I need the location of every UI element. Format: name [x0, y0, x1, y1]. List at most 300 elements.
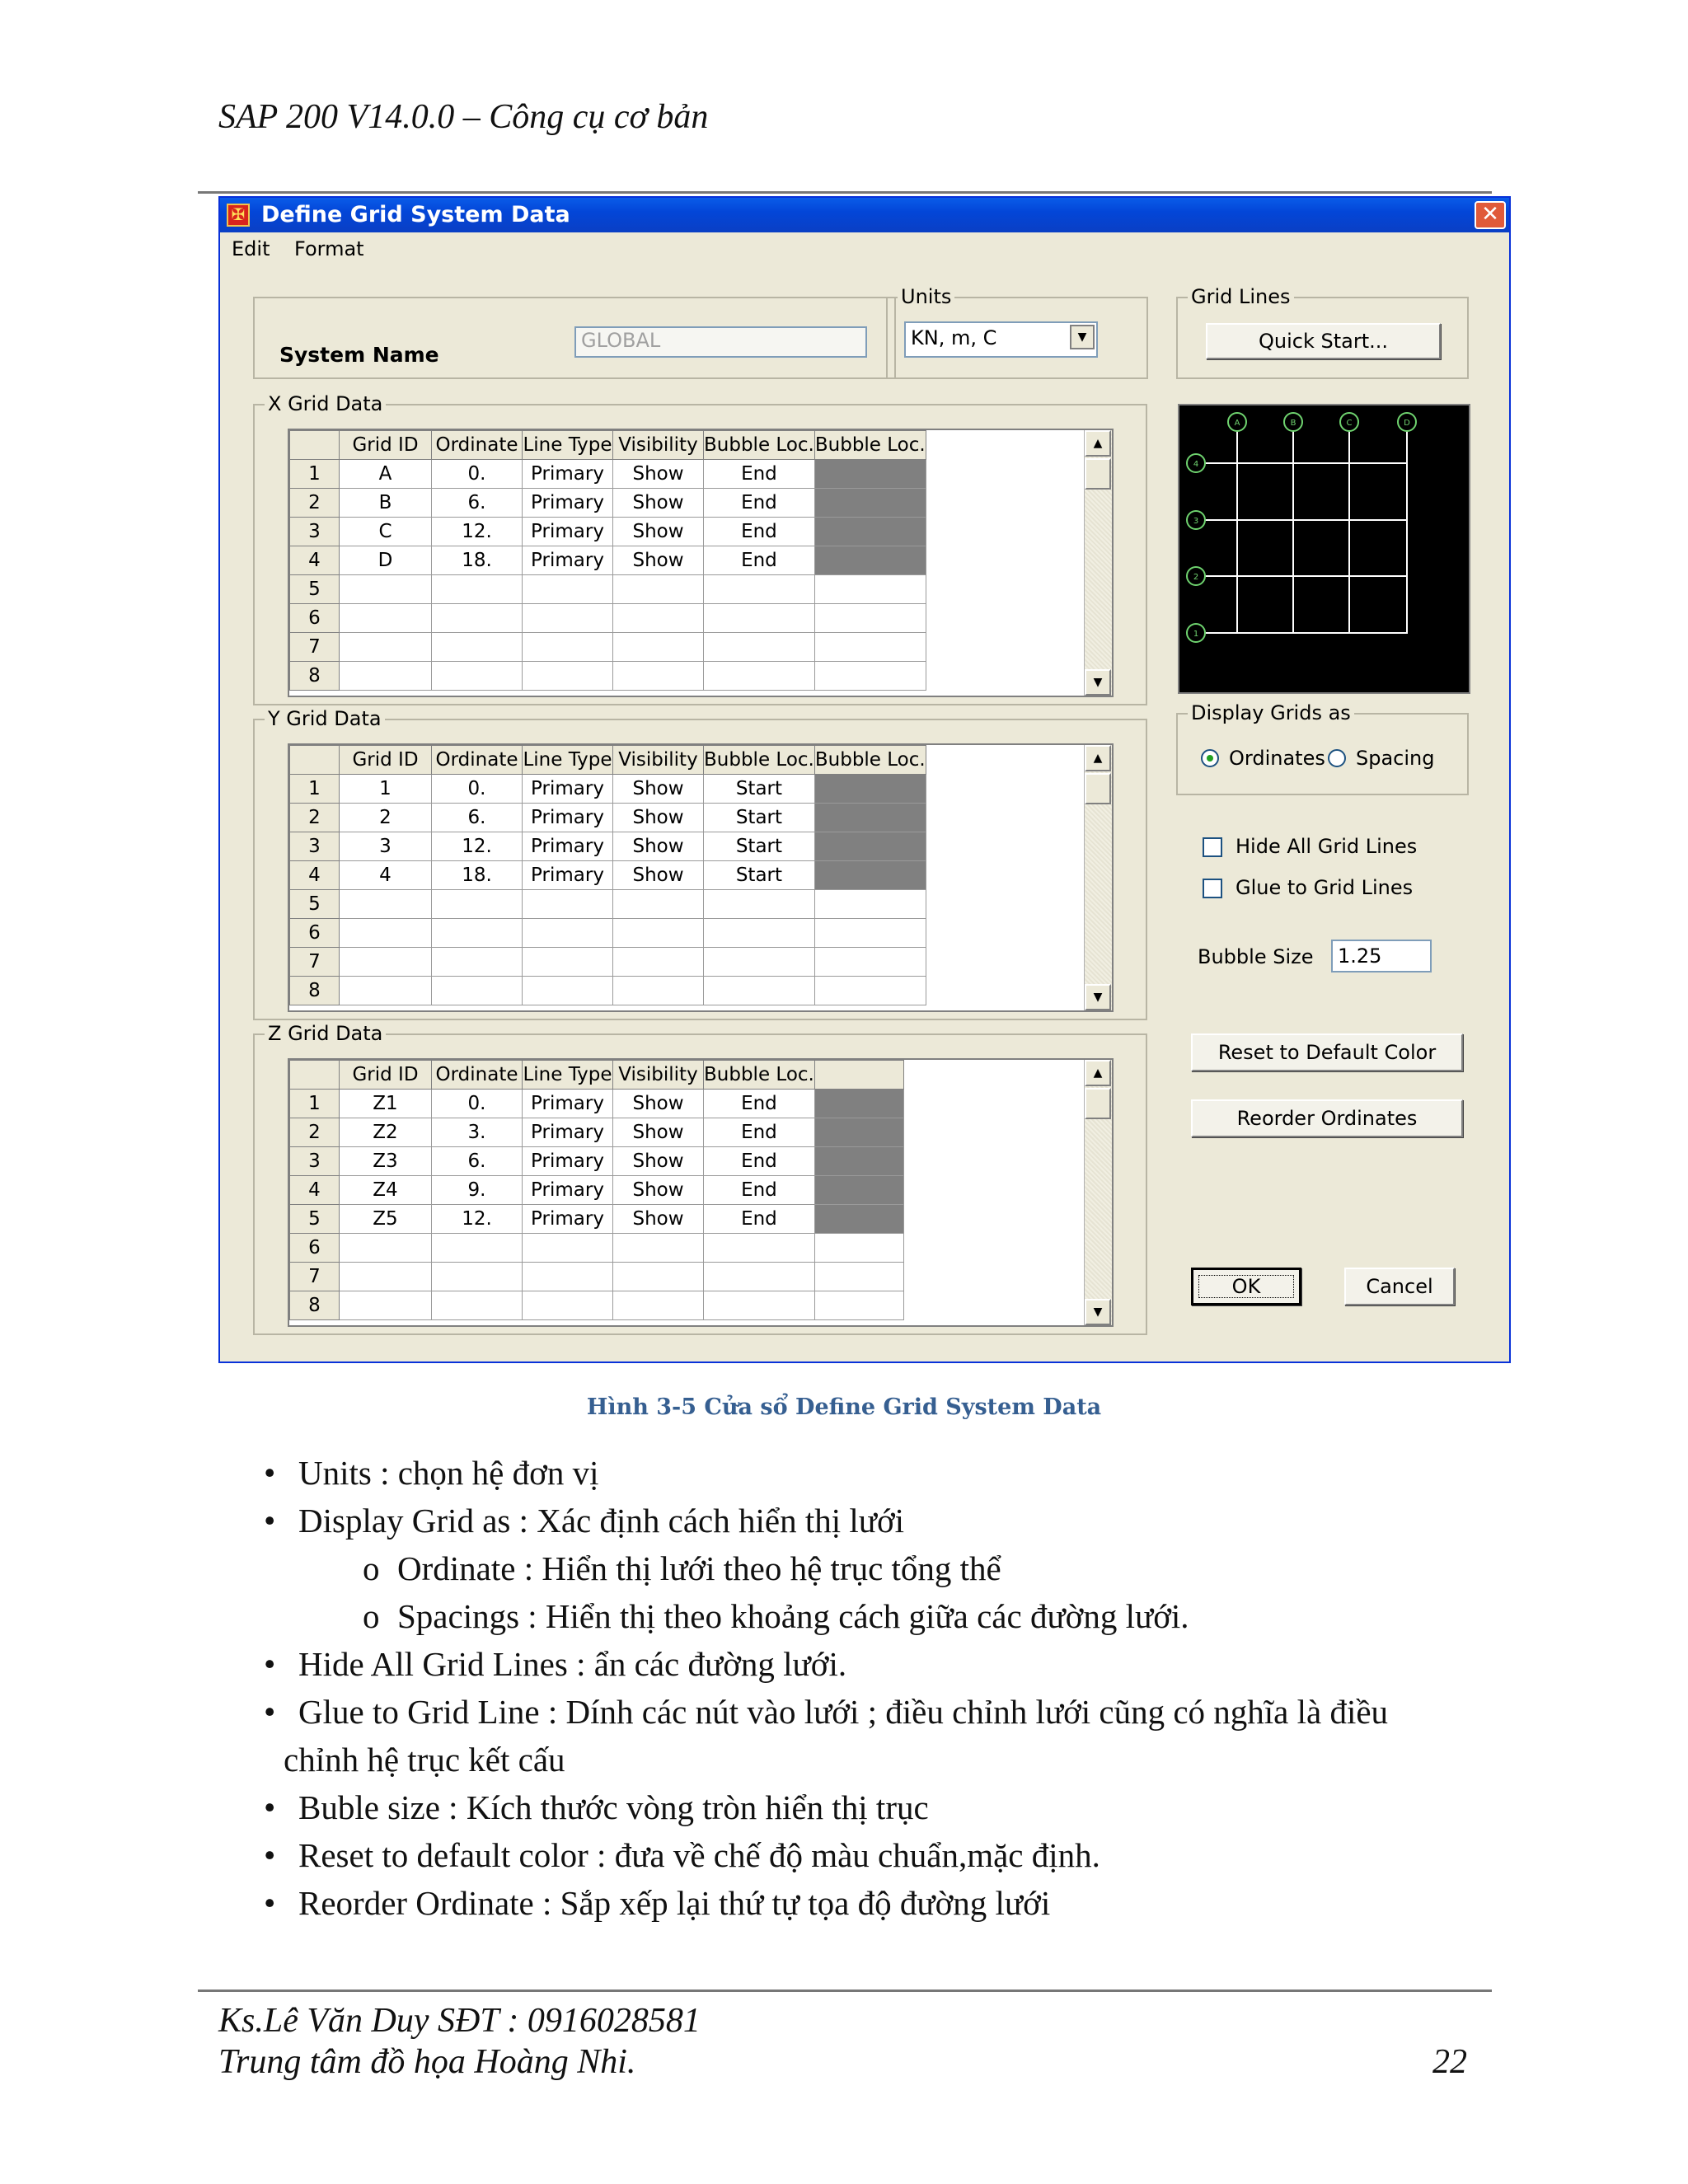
table-cell[interactable]	[814, 948, 926, 977]
table-cell[interactable]: 6.	[432, 1147, 523, 1176]
dialog-titlebar[interactable]	[220, 198, 1509, 232]
table-cell[interactable]	[523, 890, 613, 919]
table-cell[interactable]: B	[340, 489, 432, 518]
table-cell[interactable]	[704, 1234, 815, 1263]
column-header[interactable]: Ordinate	[432, 431, 523, 460]
grid-lines-group	[1176, 285, 1469, 379]
chevron-down-icon[interactable]: ▼	[1070, 325, 1095, 349]
column-header[interactable]: Ordinate	[432, 746, 523, 775]
close-button[interactable]	[1475, 201, 1506, 229]
table-row[interactable]	[290, 1234, 904, 1263]
table-cell[interactable]: D	[340, 546, 432, 575]
table-cell[interactable]	[814, 890, 926, 919]
table-cell[interactable]: Z1	[340, 1090, 432, 1118]
column-header[interactable]: Bubble Loc.	[704, 746, 815, 775]
table-cell[interactable]: 2	[340, 804, 432, 832]
table-cell[interactable]	[613, 977, 704, 1005]
column-header[interactable]: Line Type	[523, 431, 613, 460]
table-cell[interactable]	[523, 977, 613, 1005]
table-cell[interactable]	[814, 575, 926, 604]
z-grid-table[interactable]	[288, 1058, 1114, 1327]
column-header[interactable]: Visibility	[613, 746, 704, 775]
table-cell[interactable]	[704, 575, 815, 604]
app-icon: ✠	[227, 204, 250, 227]
table-cell[interactable]: Primary	[523, 861, 613, 890]
reset-color-button[interactable]: Reset to Default Color	[1191, 1033, 1463, 1071]
bullet-text: Buble size : Kích thước vòng tròn hiển thị trục	[298, 1788, 929, 1826]
table-cell[interactable]: Show	[613, 1090, 704, 1118]
table-cell[interactable]: Primary	[523, 1205, 613, 1234]
row-number[interactable]: 2	[290, 804, 340, 832]
table-cell[interactable]	[814, 977, 926, 1005]
table-cell[interactable]	[704, 977, 815, 1005]
bullet-marker: •	[264, 1454, 276, 1492]
table-row[interactable]	[290, 919, 926, 948]
table-cell[interactable]	[613, 919, 704, 948]
table-cell[interactable]: Primary	[523, 1176, 613, 1205]
table-row[interactable]	[290, 546, 926, 575]
table-row[interactable]	[290, 604, 926, 633]
table-cell[interactable]	[814, 662, 926, 691]
table-cell[interactable]	[704, 662, 815, 691]
table-cell[interactable]: 18.	[432, 861, 523, 890]
scroll-up-icon[interactable]: ▲	[1085, 430, 1111, 457]
cancel-button[interactable]: Cancel	[1344, 1268, 1455, 1305]
table-row[interactable]	[290, 948, 926, 977]
table-cell[interactable]: Primary	[523, 489, 613, 518]
row-number[interactable]: 3	[290, 832, 340, 861]
table-cell[interactable]	[432, 662, 523, 691]
table-cell[interactable]	[704, 1263, 815, 1291]
table-cell[interactable]: Primary	[523, 546, 613, 575]
row-number[interactable]: 7	[290, 948, 340, 977]
table-cell[interactable]: Z3	[340, 1147, 432, 1176]
display-grids-label: Display Grids as	[1188, 701, 1354, 724]
row-number[interactable]: 5	[290, 575, 340, 604]
table-cell[interactable]: Show	[613, 460, 704, 489]
table-cell[interactable]: Primary	[523, 1118, 613, 1147]
grid-lines-label: Grid Lines	[1188, 285, 1294, 308]
grid-preview-drawing	[1179, 405, 1469, 692]
row-number[interactable]: 8	[290, 977, 340, 1005]
scroll-down-icon[interactable]: ▼	[1085, 669, 1111, 696]
row-number[interactable]: 4	[290, 861, 340, 890]
table-cell[interactable]: Show	[613, 1176, 704, 1205]
table-cell[interactable]	[814, 1147, 903, 1176]
table-cell[interactable]	[613, 1263, 704, 1291]
menu-format[interactable]: Format	[294, 237, 364, 260]
display-grids-group	[1176, 701, 1469, 795]
table-row[interactable]	[290, 804, 926, 832]
table-cell[interactable]	[340, 1234, 432, 1263]
table-cell[interactable]: Show	[613, 1205, 704, 1234]
scroll-up-icon[interactable]: ▲	[1085, 745, 1111, 771]
table-cell[interactable]	[814, 633, 926, 662]
x-grid-label: X Grid Data	[265, 392, 386, 415]
y-bubble-label: 1	[1193, 630, 1199, 639]
table-cell[interactable]	[432, 948, 523, 977]
z-grid-label: Z Grid Data	[265, 1022, 386, 1045]
table-cell[interactable]	[613, 948, 704, 977]
units-dropdown[interactable]	[904, 321, 1098, 358]
column-header[interactable]: Bubble Loc.	[814, 431, 926, 460]
table-cell[interactable]	[523, 1263, 613, 1291]
table-cell[interactable]	[523, 1291, 613, 1320]
x-grid-table[interactable]	[288, 429, 1114, 697]
grid-preview	[1178, 404, 1470, 694]
table-cell[interactable]	[814, 604, 926, 633]
table-cell[interactable]: 0.	[432, 775, 523, 804]
bullet-text: Spacings : Hiển thị theo khoảng cách giữa các đường lưới.	[397, 1597, 1189, 1635]
z-grid-scrollbar[interactable]	[1084, 1060, 1112, 1325]
table-cell[interactable]	[432, 1291, 523, 1320]
table-cell[interactable]: A	[340, 460, 432, 489]
bullet-marker: •	[264, 1693, 276, 1731]
table-cell[interactable]	[814, 518, 926, 546]
x-bubble-label: D	[1404, 419, 1410, 428]
bullet-marker: •	[264, 1645, 276, 1683]
bullet-marker: o	[363, 1549, 380, 1587]
page-number: 22	[1432, 2043, 1467, 2081]
table-row[interactable]	[290, 1176, 904, 1205]
bullet-marker: o	[363, 1597, 380, 1635]
table-cell[interactable]	[432, 633, 523, 662]
table-cell[interactable]: End	[704, 489, 815, 518]
table-cell[interactable]	[613, 1234, 704, 1263]
table-cell[interactable]	[340, 604, 432, 633]
table-cell[interactable]	[814, 1263, 903, 1291]
table-cell[interactable]	[523, 604, 613, 633]
table-cell[interactable]: Z4	[340, 1176, 432, 1205]
footer-rule	[198, 1990, 1492, 1992]
table-cell[interactable]: End	[704, 546, 815, 575]
table-cell[interactable]	[704, 633, 815, 662]
table-cell[interactable]	[340, 662, 432, 691]
table-cell[interactable]	[340, 919, 432, 948]
table-row[interactable]	[290, 1263, 904, 1291]
column-header[interactable]: Bubble Loc.	[704, 431, 815, 460]
bullet-text: Hide All Grid Lines : ẩn các đường lưới.	[298, 1645, 847, 1683]
table-cell[interactable]: Start	[704, 832, 815, 861]
focus-ring	[1198, 1275, 1294, 1298]
units-group	[886, 285, 1148, 379]
table-cell[interactable]: Show	[613, 804, 704, 832]
table-cell[interactable]: 6.	[432, 804, 523, 832]
table-row[interactable]	[290, 575, 926, 604]
row-number[interactable]: 1	[290, 1090, 340, 1118]
table-row[interactable]	[290, 460, 926, 489]
table-cell[interactable]: End	[704, 1118, 815, 1147]
table-cell[interactable]: Z5	[340, 1205, 432, 1234]
system-name-label: System Name	[279, 343, 439, 367]
table-cell[interactable]: Show	[613, 518, 704, 546]
table-cell[interactable]	[523, 575, 613, 604]
row-number[interactable]: 2	[290, 1118, 340, 1147]
page-header: SAP 200 V14.0.0 – Công cụ cơ bản	[218, 98, 709, 136]
table-row[interactable]	[290, 1118, 904, 1147]
table-cell[interactable]	[340, 1263, 432, 1291]
table-cell[interactable]: Start	[704, 775, 815, 804]
table-cell[interactable]	[432, 1263, 523, 1291]
row-number[interactable]: 6	[290, 1234, 340, 1263]
scroll-thumb[interactable]	[1085, 773, 1111, 804]
scroll-down-icon[interactable]: ▼	[1085, 984, 1111, 1010]
row-number[interactable]: 3	[290, 518, 340, 546]
y-grid-label: Y Grid Data	[265, 707, 385, 730]
table-cell[interactable]	[814, 489, 926, 518]
table-cell[interactable]: Show	[613, 1118, 704, 1147]
table-cell[interactable]	[814, 861, 926, 890]
hide-all-checkbox[interactable]	[1203, 837, 1222, 857]
table-cell[interactable]	[814, 1090, 903, 1118]
table-cell[interactable]	[814, 1291, 903, 1320]
table-cell[interactable]: 0.	[432, 1090, 523, 1118]
column-header-empty	[814, 1061, 903, 1090]
table-cell[interactable]: End	[704, 518, 815, 546]
define-grid-dialog	[218, 196, 1511, 1363]
table-cell[interactable]	[523, 1234, 613, 1263]
bullet-text: Reorder Ordinate : Sắp xếp lại thứ tự tọa độ đường lưới	[298, 1884, 1051, 1922]
scroll-down-icon[interactable]: ▼	[1085, 1299, 1111, 1325]
units-label: Units	[898, 285, 954, 308]
table-cell[interactable]: Primary	[523, 775, 613, 804]
system-name-group	[253, 297, 896, 379]
reorder-ordinates-button[interactable]: Reorder Ordinates	[1191, 1099, 1463, 1137]
footer-author: Ks.Lê Văn Duy SĐT : 0916028581	[218, 2002, 701, 2040]
table-row[interactable]	[290, 518, 926, 546]
dialog-title: Define Grid System Data	[261, 202, 570, 227]
table-cell[interactable]	[613, 890, 704, 919]
table-cell[interactable]	[432, 977, 523, 1005]
table-cell[interactable]: Z2	[340, 1118, 432, 1147]
bullet-marker: •	[264, 1884, 276, 1922]
table-cell[interactable]: 3	[340, 832, 432, 861]
menu-edit[interactable]: Edit	[232, 237, 270, 260]
bullet-text: Ordinate : Hiển thị lưới theo hệ trục tổng thể	[397, 1549, 1001, 1587]
bullet-marker: •	[264, 1502, 276, 1540]
table-cell[interactable]	[432, 919, 523, 948]
y-bubble-label: 3	[1193, 517, 1199, 526]
table-row[interactable]	[290, 832, 926, 861]
table-cell[interactable]	[814, 546, 926, 575]
table-row[interactable]	[290, 861, 926, 890]
table-cell[interactable]	[340, 1291, 432, 1320]
table-row[interactable]	[290, 1205, 904, 1234]
table-cell[interactable]: C	[340, 518, 432, 546]
table-cell[interactable]: End	[704, 1147, 815, 1176]
table-cell[interactable]	[340, 977, 432, 1005]
table-row[interactable]	[290, 1147, 904, 1176]
table-cell[interactable]	[340, 575, 432, 604]
table-cell[interactable]	[432, 575, 523, 604]
ordinates-radio[interactable]	[1201, 749, 1219, 767]
table-cell[interactable]: Start	[704, 804, 815, 832]
spacing-radio[interactable]	[1328, 749, 1346, 767]
table-cell[interactable]	[814, 1234, 903, 1263]
column-header[interactable]: Grid ID	[340, 746, 432, 775]
footer-center: Trung tâm đồ họa Hoàng Nhi.	[218, 2043, 636, 2081]
table-cell[interactable]: Show	[613, 832, 704, 861]
table-cell[interactable]	[814, 775, 926, 804]
table-cell[interactable]	[432, 890, 523, 919]
table-cell[interactable]: 0.	[432, 460, 523, 489]
x-bubble-label: A	[1234, 419, 1240, 428]
row-number[interactable]: 8	[290, 662, 340, 691]
table-cell[interactable]	[704, 948, 815, 977]
y-bubble-label: 4	[1193, 460, 1199, 469]
table-cell[interactable]	[704, 1291, 815, 1320]
row-number[interactable]: 2	[290, 489, 340, 518]
column-header[interactable]: Visibility	[613, 1061, 704, 1090]
row-number[interactable]: 1	[290, 460, 340, 489]
table-cell[interactable]: Start	[704, 861, 815, 890]
glue-checkbox[interactable]	[1203, 879, 1222, 898]
row-number[interactable]: 7	[290, 1263, 340, 1291]
table-cell[interactable]	[814, 832, 926, 861]
table-cell[interactable]: Primary	[523, 460, 613, 489]
column-header[interactable]: Bubble Loc.	[704, 1061, 815, 1090]
row-number[interactable]: 6	[290, 604, 340, 633]
bubble-size-input[interactable]: 1.25	[1331, 940, 1432, 972]
column-header[interactable]: Grid ID	[340, 1061, 432, 1090]
table-cell[interactable]: 4	[340, 861, 432, 890]
table-cell[interactable]	[814, 460, 926, 489]
table-cell[interactable]: 12.	[432, 518, 523, 546]
units-value: KN, m, C	[911, 326, 997, 349]
table-cell[interactable]	[523, 919, 613, 948]
table-cell[interactable]: Show	[613, 546, 704, 575]
table-cell[interactable]: Primary	[523, 804, 613, 832]
table-cell[interactable]	[814, 1176, 903, 1205]
table-cell[interactable]	[523, 948, 613, 977]
table-cell[interactable]: Primary	[523, 1090, 613, 1118]
table-cell[interactable]	[814, 1205, 903, 1234]
row-number[interactable]: 6	[290, 919, 340, 948]
x-bubble-label: B	[1290, 419, 1296, 428]
table-cell[interactable]: 1	[340, 775, 432, 804]
table-row[interactable]	[290, 775, 926, 804]
table-cell[interactable]: End	[704, 1176, 815, 1205]
table-cell[interactable]	[523, 633, 613, 662]
table-cell[interactable]	[613, 604, 704, 633]
row-number[interactable]: 4	[290, 546, 340, 575]
row-number[interactable]: 4	[290, 1176, 340, 1205]
scroll-thumb[interactable]	[1085, 1088, 1111, 1119]
header-corner	[290, 1061, 340, 1090]
y-grid-scrollbar[interactable]	[1084, 745, 1112, 1010]
table-row[interactable]	[290, 977, 926, 1005]
ok-label: OK	[1231, 1275, 1261, 1298]
table-cell[interactable]: 6.	[432, 489, 523, 518]
table-cell[interactable]	[704, 890, 815, 919]
table-cell[interactable]	[432, 1234, 523, 1263]
table-row[interactable]	[290, 1090, 904, 1118]
bullet-text: chỉnh hệ trục kết cấu	[284, 1741, 565, 1779]
x-bubble-label: C	[1346, 419, 1353, 428]
table-cell[interactable]: Show	[613, 1147, 704, 1176]
y-grid-table[interactable]	[288, 743, 1114, 1012]
table-cell[interactable]: Show	[613, 489, 704, 518]
table-cell[interactable]	[704, 919, 815, 948]
table-row[interactable]	[290, 633, 926, 662]
table-cell[interactable]	[613, 633, 704, 662]
column-header[interactable]: Grid ID	[340, 431, 432, 460]
table-row[interactable]	[290, 1291, 904, 1320]
table-cell[interactable]: Primary	[523, 518, 613, 546]
table-cell[interactable]: 12.	[432, 1205, 523, 1234]
table-cell[interactable]	[340, 633, 432, 662]
table-cell[interactable]	[523, 662, 613, 691]
table-cell[interactable]: End	[704, 1205, 815, 1234]
z-grid-group	[253, 1022, 1147, 1335]
quick-start-button[interactable]: Quick Start...	[1206, 323, 1441, 359]
table-cell[interactable]: 12.	[432, 832, 523, 861]
table-cell[interactable]	[432, 604, 523, 633]
table-cell[interactable]	[613, 1291, 704, 1320]
table-cell[interactable]	[814, 1118, 903, 1147]
figure-caption: Hình 3-5 Cửa sổ Define Grid System Data	[586, 1394, 1102, 1420]
table-cell[interactable]: 3.	[432, 1118, 523, 1147]
table-cell[interactable]	[613, 662, 704, 691]
table-row[interactable]	[290, 890, 926, 919]
header-corner	[290, 431, 340, 460]
row-number[interactable]: 8	[290, 1291, 340, 1320]
table-cell[interactable]: 18.	[432, 546, 523, 575]
table-cell[interactable]: Show	[613, 775, 704, 804]
scroll-thumb[interactable]	[1085, 458, 1111, 490]
system-name-field[interactable]: GLOBAL	[574, 326, 867, 358]
column-header[interactable]: Visibility	[613, 431, 704, 460]
table-cell[interactable]: Show	[613, 861, 704, 890]
bullet-text: Glue to Grid Line : Dính các nút vào lưới ; điều chỉnh lưới cũng có nghĩa là điều	[298, 1693, 1389, 1731]
scroll-up-icon[interactable]: ▲	[1085, 1060, 1111, 1086]
table-cell[interactable]	[814, 919, 926, 948]
bubble-size-label: Bubble Size	[1198, 945, 1314, 968]
table-row[interactable]	[290, 662, 926, 691]
table-cell[interactable]	[704, 604, 815, 633]
table-cell[interactable]	[613, 575, 704, 604]
ordinates-label: Ordinates	[1229, 747, 1325, 770]
table-cell[interactable]: End	[704, 1090, 815, 1118]
row-number[interactable]: 5	[290, 890, 340, 919]
ok-button[interactable]	[1191, 1268, 1301, 1305]
table-cell[interactable]: Primary	[523, 832, 613, 861]
row-number[interactable]: 1	[290, 775, 340, 804]
row-number[interactable]: 3	[290, 1147, 340, 1176]
x-grid-scrollbar[interactable]	[1084, 430, 1112, 696]
table-cell[interactable]: 9.	[432, 1176, 523, 1205]
row-number[interactable]: 5	[290, 1205, 340, 1234]
row-number[interactable]: 7	[290, 633, 340, 662]
column-header[interactable]: Bubble Loc.	[814, 746, 926, 775]
table-cell[interactable]: Primary	[523, 1147, 613, 1176]
table-cell[interactable]	[340, 890, 432, 919]
bullet-text: Display Grid as : Xác định cách hiển thị lưới	[298, 1502, 905, 1540]
bullet-marker: •	[264, 1788, 276, 1826]
column-header[interactable]: Line Type	[523, 746, 613, 775]
column-header[interactable]: Ordinate	[432, 1061, 523, 1090]
table-cell[interactable]: End	[704, 460, 815, 489]
menubar	[220, 232, 1509, 265]
table-cell[interactable]	[340, 948, 432, 977]
table-cell[interactable]	[814, 804, 926, 832]
header-corner	[290, 746, 340, 775]
column-header[interactable]: Line Type	[523, 1061, 613, 1090]
x-grid-group	[253, 392, 1147, 705]
bullet-marker: •	[264, 1836, 276, 1874]
bullet-text: Reset to default color : đưa về chế độ màu chuẩn,mặc định.	[298, 1836, 1100, 1874]
table-row[interactable]	[290, 489, 926, 518]
